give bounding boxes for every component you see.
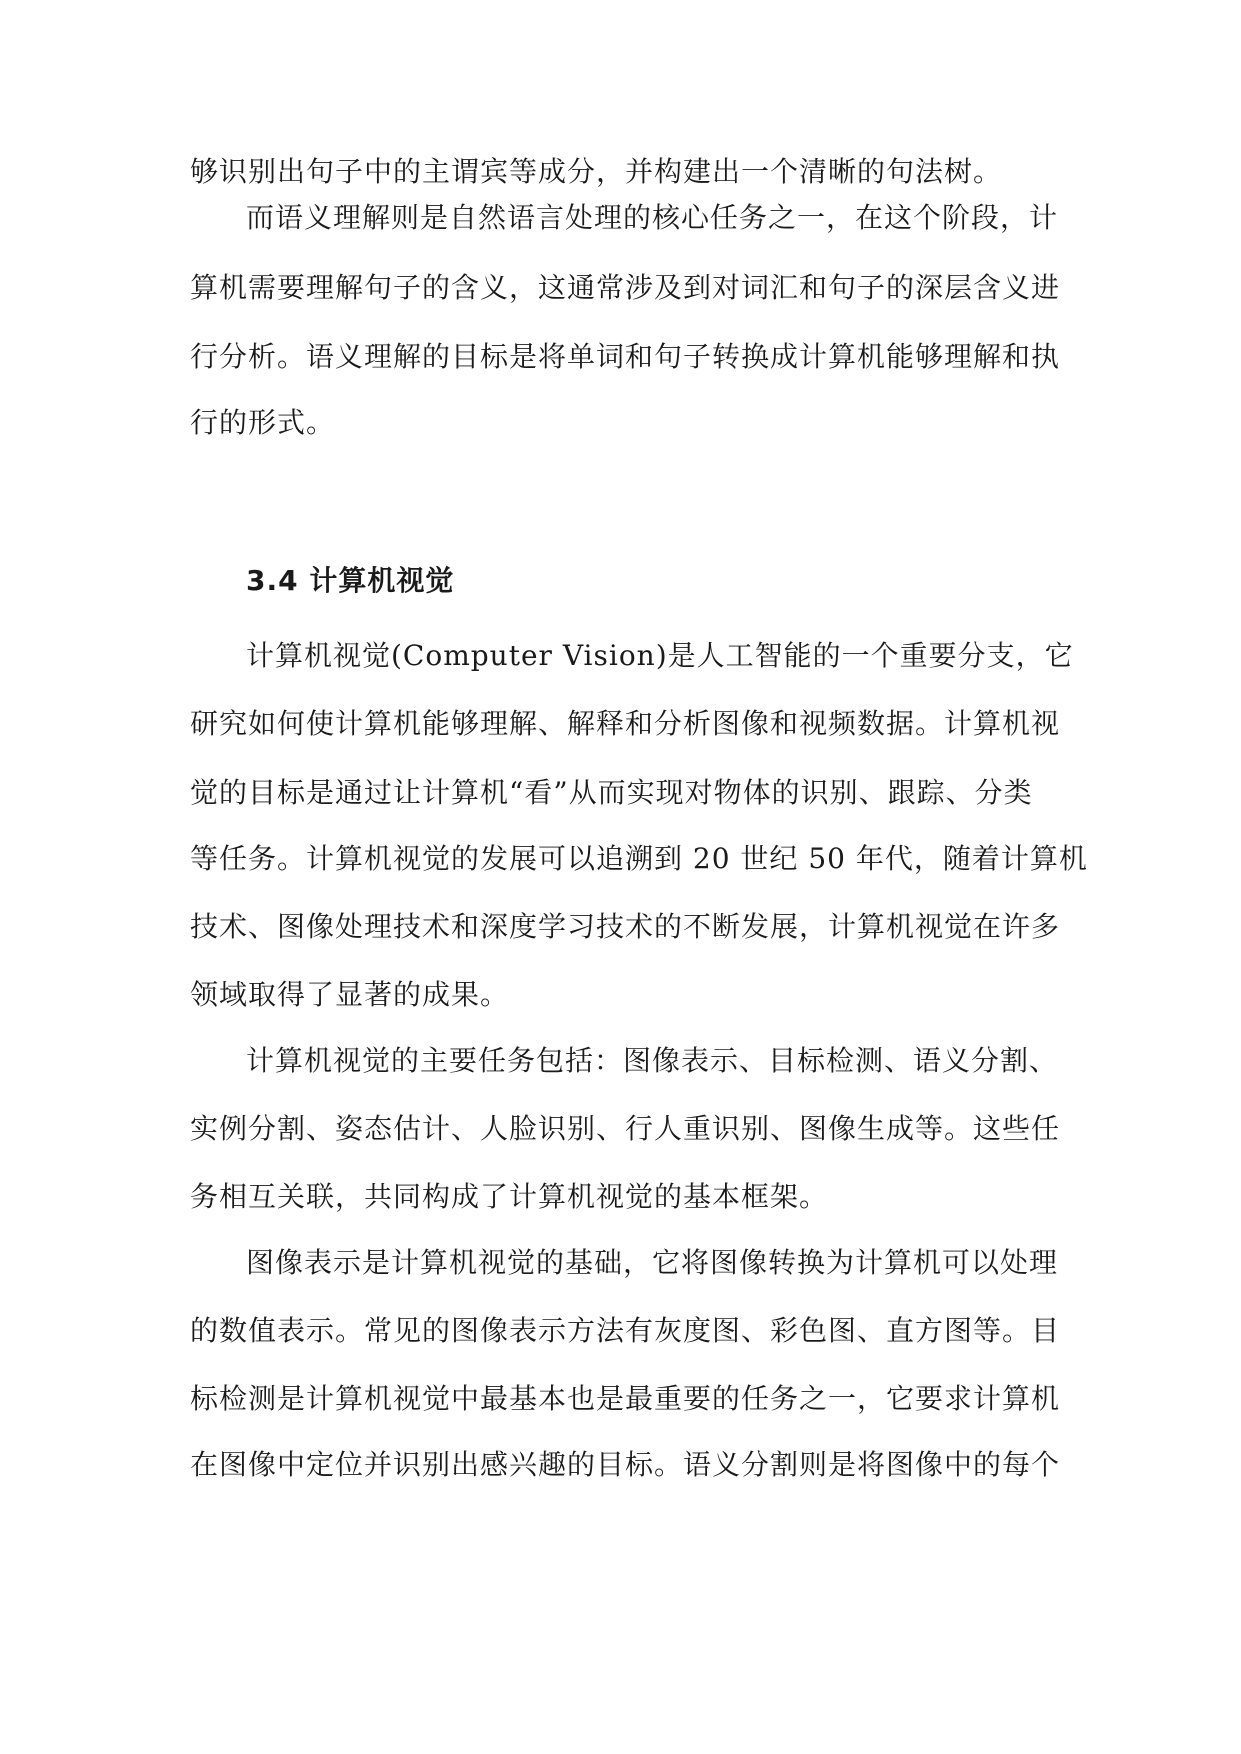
text-line: 计算机视觉的主要任务包括：图像表示、目标检测、语义分割、	[246, 1044, 1059, 1077]
text-line: 在图像中定位并识别出感兴趣的目标。语义分割则是将图像中的每个	[190, 1448, 1061, 1481]
text-line: 图像表示是计算机视觉的基础，它将图像转换为计算机可以处理	[246, 1246, 1059, 1279]
text-line: 行的形式。	[190, 406, 336, 439]
text-line: 计算机视觉(Computer Vision)是人工智能的一个重要分支，它	[246, 639, 1074, 672]
text-line: 领域取得了显著的成果。	[190, 978, 510, 1011]
text-line: 等任务。计算机视觉的发展可以追溯到 20 世纪 50 年代，随着计算机	[190, 842, 1088, 875]
text-line: 算机需要理解句子的含义，这通常涉及到对词汇和句子的深层含义进	[190, 271, 1061, 304]
text-line: 标检测是计算机视觉中最基本也是最重要的任务之一，它要求计算机	[190, 1382, 1061, 1415]
text-line: 行分析。语义理解的目标是将单词和句子转换成计算机能够理解和执	[190, 340, 1061, 373]
section-heading: 3.4 计算机视觉	[246, 564, 455, 597]
text-line: 觉的目标是通过让计算机“看”从而实现对物体的识别、跟踪、分类	[190, 776, 1033, 809]
text-line: 技术、图像处理技术和深度学习技术的不断发展，计算机视觉在许多	[190, 910, 1061, 943]
text-line: 务相互关联，共同构成了计算机视觉的基本框架。	[190, 1180, 829, 1213]
text-line: 实例分割、姿态估计、人脸识别、行人重识别、图像生成等。这些任	[190, 1112, 1061, 1145]
text-line: 够识别出句子中的主谓宾等成分，并构建出一个清晰的句法树。	[190, 155, 1003, 188]
text-line: 研究如何使计算机能够理解、解释和分析图像和视频数据。计算机视	[190, 707, 1061, 740]
text-line: 而语义理解则是自然语言处理的核心任务之一，在这个阶段，计	[246, 201, 1059, 234]
text-line: 的数值表示。常见的图像表示方法有灰度图、彩色图、直方图等。目	[190, 1314, 1061, 1347]
